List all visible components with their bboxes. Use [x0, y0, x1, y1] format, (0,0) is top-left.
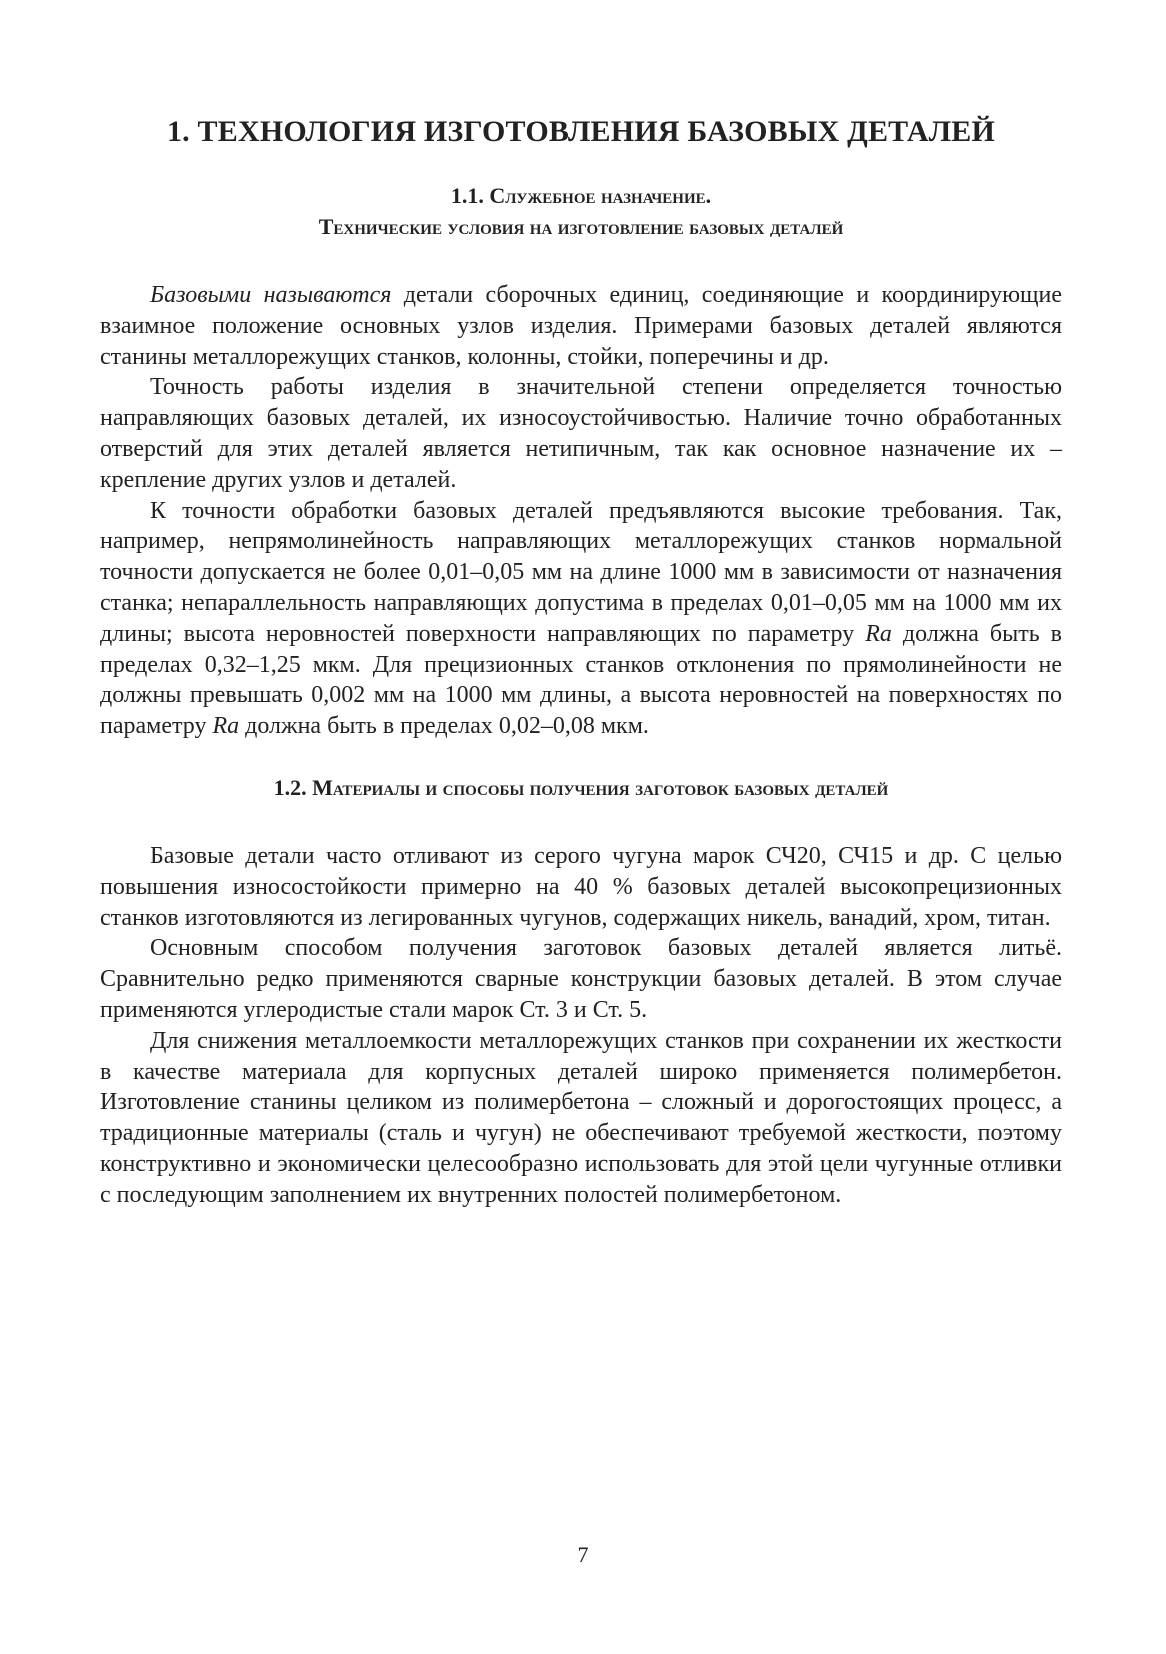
- section-2-heading: 1.2. Материалы и способы получения заготовок базовых деталей: [273, 774, 889, 800]
- paragraph-text: К точности обработки базовых деталей предъявляются высокие требования. Так, например, непрямолинейность направляющих металлорежущих станков нормальной точности допускается не более 0,01–0,05 мм на длине 1000 мм в зависимости от назначения станка; непараллельность направляющих допустима в пределах 0,01–0,05 мм на 1000 мм их длины; высота неровностей поверхности направляющих по параметру: [100, 497, 1062, 647]
- section-1-body: [100, 280, 1062, 742]
- section-2-body: [100, 841, 1062, 1211]
- section-1-paragraph-2: Точность работы изделия в значительной степени определяется точностью направляющих базовых деталей, их износоустойчивостью. Наличие точно обработанных отверстий для этих деталей является нетипичным, так как основное назначение их – крепление других узлов и деталей.: [100, 374, 1062, 493]
- page-number: 7: [577, 1542, 589, 1567]
- paragraph-text: должна быть в пределах 0,32–1,25 мкм. Для прецизионных станков отклонения по прямолинейности не должны превышать 0,002 мм на 1000 мм длины, а высота неровностей на поверхностях по параметру: [100, 620, 1063, 740]
- section-2-paragraph-3: Для снижения металлоемкости металлорежущих станков при сохранении их жесткости в качестве материала для корпусных деталей широко применяется полимербетон. Изготовление станины целиком из полимербетона – сложный и дорогостоящих процесс, а традиционные материалы (сталь и чугун) не обеспечивают требуемой жесткости, поэтому конструктивно и экономически целесообразно использовать для этой цели чугунные отливки с последующим заполнением их внутренних полостей полимербетоном.: [100, 1027, 1062, 1208]
- paragraph-text: детали сборочных единиц, соединяющие и координирующие взаимное положение основных узлов изделия. Примерами базовых деталей являются станины металлорежущих станков, колонны, стойки, поперечины и др.: [100, 282, 1063, 370]
- section-1-title-line-2: Технические условия на изготовление базовых деталей: [318, 214, 844, 239]
- chapter-title: 1. ТЕХНОЛОГИЯ ИЗГОТОВЛЕНИЯ БАЗОВЫХ ДЕТАЛЕЙ: [166, 115, 996, 148]
- section-1-paragraph-1: [100, 280, 1062, 372]
- parameter-ra: Ra: [865, 620, 892, 647]
- section-2-paragraph-2: Основным способом получения заготовок базовых деталей является литьё. Сравнительно редко применяются сварные конструкции базовых деталей. В этом случае применяются углеродистые стали марок Ст. 3 и Ст. 5.: [100, 935, 1062, 1023]
- section-2-paragraph-1: Базовые детали часто отливают из серого чугуна марок СЧ20, СЧ15 и др. С целью повышения износостойкости примерно на 40 % базовых деталей высокопрецизионных станков изготовляются из легированных чугунов, содержащих никель, ванадий, хром, титан.: [100, 842, 1062, 931]
- page-content: [100, 100, 1062, 1211]
- term-emphasis: Базовыми называются: [150, 282, 392, 308]
- parameter-ra: Ra: [212, 713, 240, 740]
- section-1-title-line-1: 1.1. Служебное назначение.: [450, 183, 712, 208]
- section-1-heading: [100, 180, 1062, 242]
- paragraph-text: должна быть в пределах 0,02–0,08 мкм.: [239, 713, 649, 740]
- section-1-paragraph-3: [100, 496, 1062, 742]
